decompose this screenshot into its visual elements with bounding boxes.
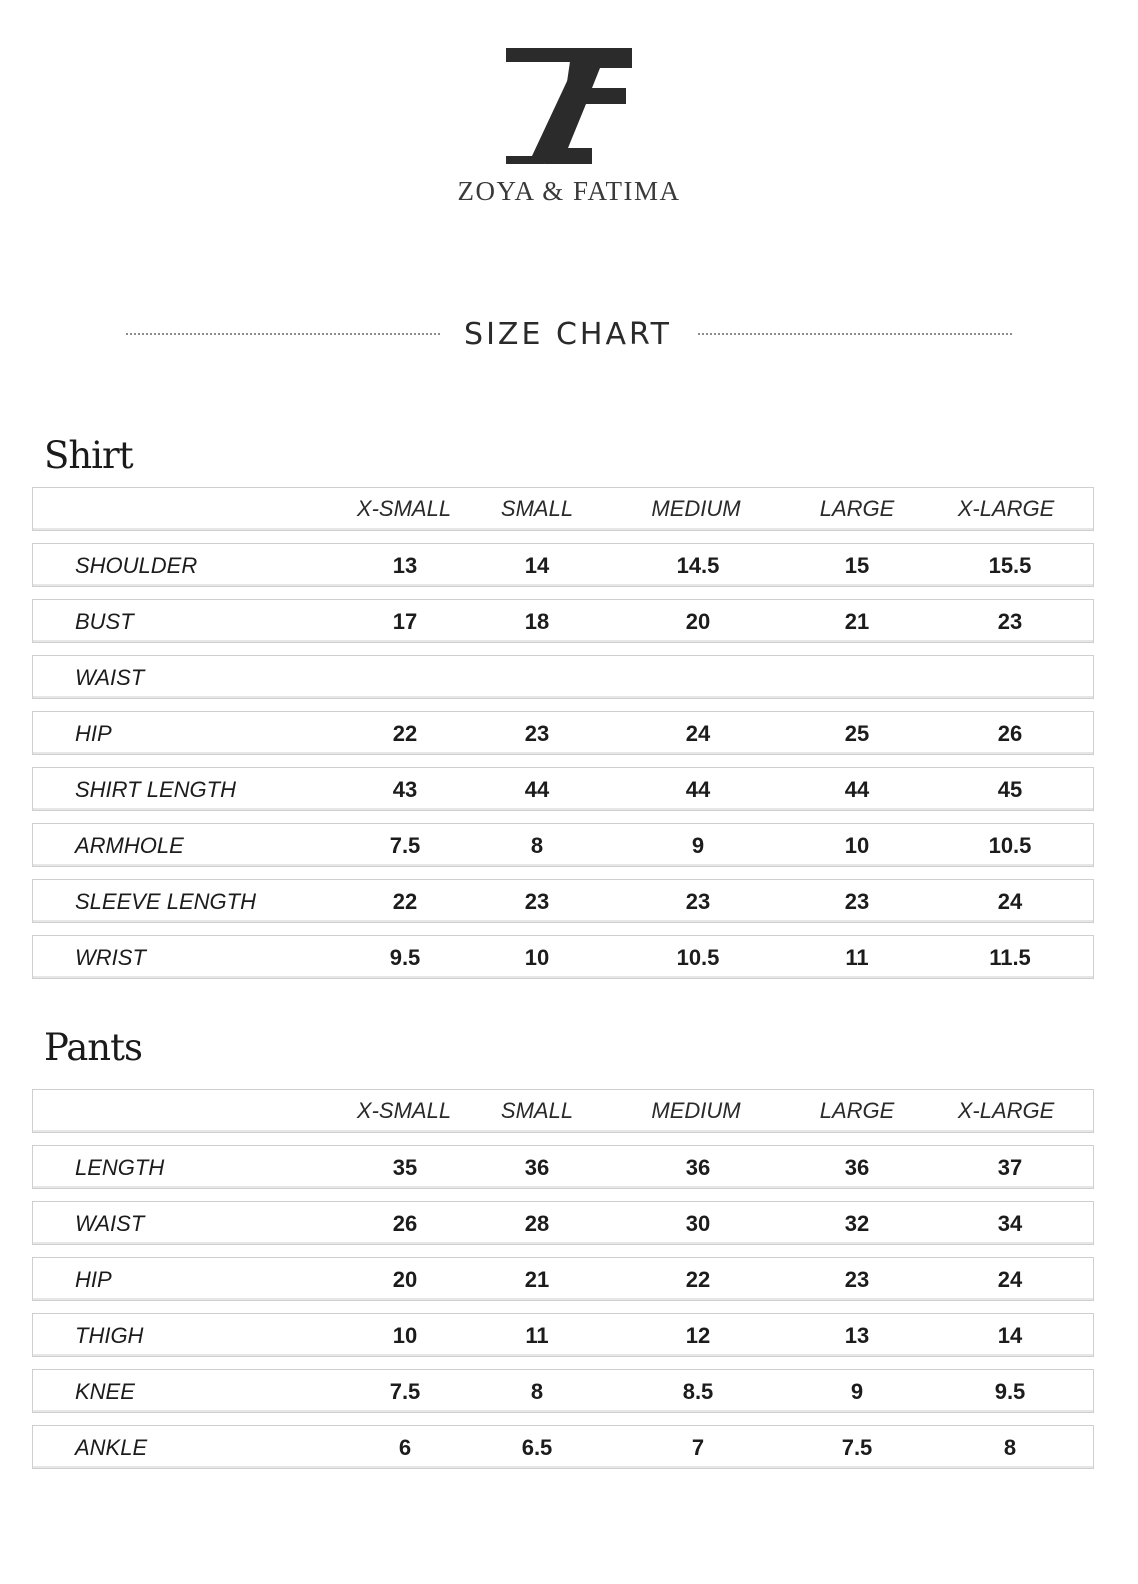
dotted-divider-right xyxy=(698,333,1012,335)
pants-size-table xyxy=(32,1089,1094,1481)
measurement-value: 30 xyxy=(685,1211,711,1236)
column-header: SMALL xyxy=(500,1098,574,1123)
measurement-value: 23 xyxy=(844,1267,870,1292)
measurement-value: 14.5 xyxy=(676,553,720,578)
measurement-value: 13 xyxy=(844,1323,870,1348)
measurement-value: 44 xyxy=(685,777,711,802)
measurement-value: 8.5 xyxy=(682,1379,714,1404)
measurement-value: 10.5 xyxy=(988,833,1032,858)
measurement-value: 12 xyxy=(685,1323,711,1348)
measurement-value: 8 xyxy=(1003,1435,1017,1460)
measurement-value: 34 xyxy=(997,1211,1023,1236)
measurement-value: 13 xyxy=(392,553,418,578)
table-header-row xyxy=(32,1089,1094,1133)
measurement-value: 15.5 xyxy=(988,553,1032,578)
measurement-value: 26 xyxy=(392,1211,418,1236)
measurement-value: 45 xyxy=(997,777,1023,802)
measurement-label: ARMHOLE xyxy=(75,833,184,858)
measurement-value: 23 xyxy=(997,609,1023,634)
measurement-value: 24 xyxy=(997,889,1023,914)
measurement-value: 11 xyxy=(845,945,869,970)
measurement-value: 9 xyxy=(691,833,705,858)
measurement-value: 22 xyxy=(392,721,418,746)
measurement-value: 23 xyxy=(524,889,550,914)
measurement-value: 22 xyxy=(685,1267,711,1292)
measurement-value: 8 xyxy=(530,833,544,858)
measurement-label: HIP xyxy=(75,721,112,746)
measurement-value: 6.5 xyxy=(521,1435,553,1460)
measurement-label: SLEEVE LENGTH xyxy=(75,889,256,914)
measurement-value: 9.5 xyxy=(389,945,421,970)
size-chart-heading xyxy=(126,312,1012,356)
measurement-value xyxy=(353,656,457,698)
table-row xyxy=(32,1201,1094,1245)
table-row xyxy=(32,711,1094,755)
measurement-value: 23 xyxy=(685,889,711,914)
column-header: SMALL xyxy=(500,496,574,521)
measurement-value xyxy=(807,656,907,698)
measurement-value: 7.5 xyxy=(841,1435,873,1460)
measurement-value: 21 xyxy=(844,609,870,634)
measurement-label: SHOULDER xyxy=(75,553,198,578)
measurement-value: 26 xyxy=(997,721,1023,746)
pants-section-title: Pants xyxy=(44,1026,142,1069)
measurement-value: 24 xyxy=(997,1267,1023,1292)
measurement-value: 43 xyxy=(392,777,418,802)
measurement-value: 32 xyxy=(844,1211,870,1236)
brand-name: ZOYA & FATIMA xyxy=(457,176,681,206)
measurement-label: WAIST xyxy=(75,1211,145,1236)
measurement-value: 9.5 xyxy=(994,1379,1026,1404)
column-header: X-SMALL xyxy=(356,496,452,521)
column-header: X-LARGE xyxy=(957,496,1055,521)
zf-monogram-icon xyxy=(502,44,636,168)
measurement-value xyxy=(951,656,1069,698)
measurement-value: 15 xyxy=(844,553,870,578)
measurement-label: SHIRT LENGTH xyxy=(75,777,236,802)
measurement-label: LENGTH xyxy=(75,1155,165,1180)
measurement-label: HIP xyxy=(75,1267,112,1292)
table-row xyxy=(32,543,1094,587)
measurement-value: 35 xyxy=(392,1155,418,1180)
measurement-value: 10.5 xyxy=(676,945,720,970)
measurement-value: 11.5 xyxy=(989,945,1031,970)
measurement-value: 18 xyxy=(524,609,550,634)
measurement-label: WRIST xyxy=(75,945,146,970)
measurement-value: 25 xyxy=(844,721,870,746)
table-header-row xyxy=(32,487,1094,531)
page-title: SIZE CHART xyxy=(464,316,672,352)
table-row xyxy=(32,823,1094,867)
measurement-value: 44 xyxy=(524,777,550,802)
table-row xyxy=(32,879,1094,923)
table-row xyxy=(32,1369,1094,1413)
brand-logo xyxy=(0,44,1138,168)
measurement-value: 7.5 xyxy=(389,1379,421,1404)
shirt-size-table xyxy=(32,487,1094,991)
measurement-value: 6 xyxy=(398,1435,412,1460)
dotted-divider-left xyxy=(126,333,440,335)
measurement-value: 23 xyxy=(524,721,550,746)
measurement-value xyxy=(493,656,581,698)
table-row xyxy=(32,767,1094,811)
table-row xyxy=(32,599,1094,643)
column-header: X-SMALL xyxy=(356,1098,452,1123)
measurement-value: 17 xyxy=(392,609,418,634)
measurement-label: WAIST xyxy=(75,665,145,690)
measurement-value: 8 xyxy=(530,1379,544,1404)
measurement-label: THIGH xyxy=(75,1323,144,1348)
table-row xyxy=(32,655,1094,699)
measurement-value xyxy=(643,656,753,698)
measurement-value: 14 xyxy=(524,553,550,578)
column-header: X-LARGE xyxy=(957,1098,1055,1123)
measurement-value: 14 xyxy=(997,1323,1023,1348)
measurement-value: 28 xyxy=(524,1211,550,1236)
table-row xyxy=(32,1313,1094,1357)
measurement-value: 36 xyxy=(844,1155,870,1180)
measurement-value: 10 xyxy=(524,945,550,970)
column-header: MEDIUM xyxy=(651,496,741,521)
column-header: LARGE xyxy=(819,496,895,521)
table-row xyxy=(32,1145,1094,1189)
measurement-value: 7.5 xyxy=(389,833,421,858)
measurement-value: 36 xyxy=(685,1155,711,1180)
measurement-value: 37 xyxy=(997,1155,1023,1180)
table-row xyxy=(32,1257,1094,1301)
measurement-value: 10 xyxy=(844,833,870,858)
measurement-value: 20 xyxy=(392,1267,418,1292)
column-header: LARGE xyxy=(819,1098,895,1123)
measurement-value: 11 xyxy=(525,1323,549,1348)
measurement-value: 24 xyxy=(685,721,711,746)
measurement-value: 9 xyxy=(850,1379,864,1404)
table-row xyxy=(32,1425,1094,1469)
measurement-value: 20 xyxy=(685,609,711,634)
measurement-value: 23 xyxy=(844,889,870,914)
measurement-value: 10 xyxy=(392,1323,418,1348)
measurement-label: KNEE xyxy=(75,1379,135,1404)
measurement-label: BUST xyxy=(75,609,134,634)
measurement-value: 21 xyxy=(524,1267,550,1292)
measurement-value: 22 xyxy=(392,889,418,914)
column-header: MEDIUM xyxy=(651,1098,741,1123)
measurement-label: ANKLE xyxy=(75,1435,148,1460)
measurement-value: 36 xyxy=(524,1155,550,1180)
measurement-value: 7 xyxy=(691,1435,705,1460)
table-row xyxy=(32,935,1094,979)
measurement-value: 44 xyxy=(844,777,870,802)
shirt-section-title: Shirt xyxy=(44,434,133,477)
